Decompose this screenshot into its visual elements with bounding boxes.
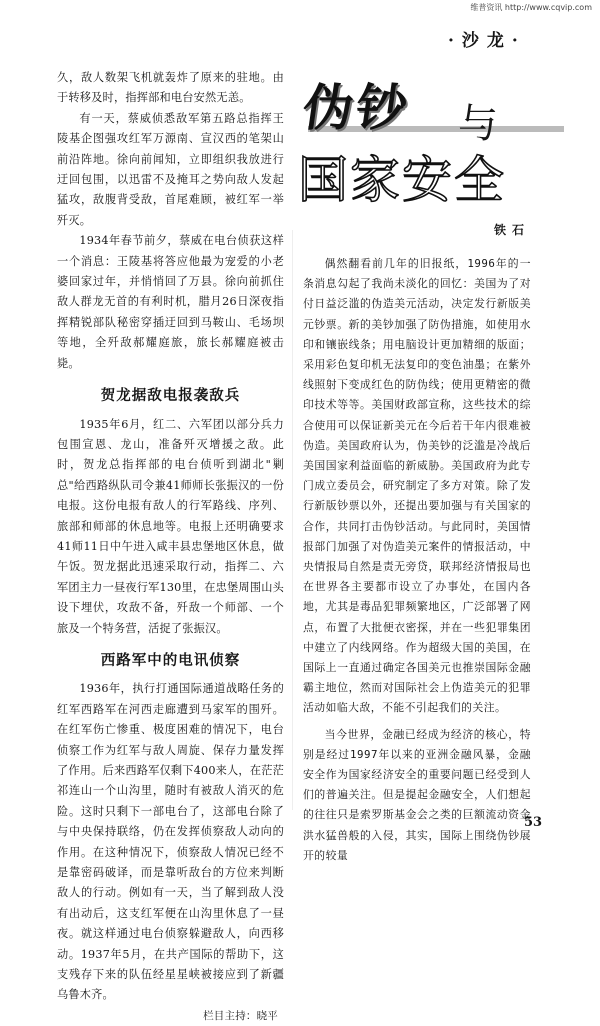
article-title bbox=[298, 68, 598, 208]
paragraph: 偶然翻看前几年的旧报纸，1996年的一条消息勾起了我尚未淡化的回忆：美国为了对付日益泛滥的伪造美元活动，决定发行新版美元钞票。新的美钞加强了防伪措施，如使用水印和镶嵌线条；用电脑设计更加精细的版面；采用彩色复印机无法复印的变色油墨；在紫外线照射下变成红色的防伪线；使用更精密的微印技术等等。美国财政部宣称，这些技术的综合使用可以保证新美元在今后若干年内很难被伪造。美国政府认为，伪美钞的泛滥是冷战后美国国家利益面临的新威胁。美国政府为此专门成立委员会，研究制定了多方对策。除了发行新版钞票以外，还提出要加强与有关国家的合作，共同打击伪钞活动。与此同时，美国情报部门加强了对伪造美元案件的情报活动，中央情报局自然是责无旁贷，联邦经济情报局也在世界各主要都市设立了办事处，在国内各地，尤其是毒品犯罪频繁地区，广泛部署了网点，布置了大批便衣密探，并在一些犯罪集团中建立了内线网络。作为超级大国的美国，在国际上一直通过确定各国美元也推崇国际金融霸主地位，然而对国际社会上伪造美元的犯罪活动如临大敌，不能不引起我们的关注。 bbox=[303, 257, 531, 715]
column-editor: 栏目主持：晓平 bbox=[203, 1009, 278, 1022]
section-heading: 西路军中的电讯侦察 bbox=[100, 652, 241, 669]
article-body bbox=[303, 254, 531, 862]
title-connector: 与 bbox=[458, 101, 498, 147]
section-heading: 贺龙据敌电报袭敌兵 bbox=[100, 388, 241, 405]
column-divider bbox=[292, 230, 293, 810]
paragraph: 1935年6月，红二、六军团以部分兵力包围宣恩、龙山，准备歼灭增援之敌。此时，贺龙总指挥部的电台侦听到湖北"剿总"给西路纵队司令兼41师师长张振汉的一份电报。这份电报有敌人的行军路线、序列、旅部和师部的休息地等。电报上还明确要求41师11日中午进入咸丰县忠堡地区休息，做午饭。贺龙据此迅速采取行动，指挥二、六军团主力一昼夜行军130里，在忠堡周围山头设下埋伏，攻敌不备，歼敌一个师部、一个旅及一个特务营，活捉了张振汉。 bbox=[57, 417, 284, 635]
left-column bbox=[57, 68, 284, 1022]
watermark: 维普资讯 http://www.cqvip.com bbox=[470, 3, 592, 12]
author: 铁石 bbox=[494, 223, 531, 237]
paragraph: 久，敌人数架飞机就轰炸了原来的驻地。由于转移及时，指挥部和电台安然无恙。 bbox=[57, 71, 284, 105]
paragraph: 1936年，执行打通国际通道战略任务的红军西路军在河西走廊遭到马家军的围歼。在红军伤亡惨重、极度困难的情况下，电台侦察工作为红军与敌人周旋、保存力量发挥了作用。后来西路军仅剩下400来人，在茫茫祁连山一个山沟里，随时有被敌人消灭的危险。这时只剩下一部电台了，这部电台除了与中央保持联络，仍在发挥侦察敌人动向的作用。在这种情况下，侦察敌人情况已经不是靠密码破译，而是靠听敌台的方位来判断敌人的行动。例如有一天，当了解到敌人没有出动后，这支红军便在山沟里休息了一昼夜。就这样通过电台侦察躲避敌人，向西移动。1937年5月，在共产国际的帮助下，这支残存下来的队伍经星星峡被接应到了新疆乌鲁木齐。 bbox=[57, 682, 284, 1002]
paragraph: 有一天，蔡威侦悉敌军第五路总指挥王陵基企图强攻红军万源南、宣汉西的笔架山前沿阵地。徐向前闻知，立即组织我放进行迂回包围，以迅雷不及掩耳之势向敌人发起猛攻，敌腹背受敌，首尾难顾，被红军一举歼灭。 bbox=[57, 111, 284, 227]
paragraph: 1934年春节前夕，蔡威在电台侦获这样一个消息：王陵基将答应他最为宠爱的小老婆回家过年，并悄悄回了万县。徐向前抓住敌人群龙无首的有利时机，腊月26日深夜指挥精锐部队秘密穿插迂回到马鞍山、毛场坝等地，全歼敌郝耀庭旅，旅长郝耀庭被击毙。 bbox=[57, 234, 284, 370]
title-sub: 国家安全 bbox=[298, 151, 506, 209]
column-tag: · 沙龙 · bbox=[448, 26, 526, 51]
title-main: 伪钞 bbox=[299, 79, 414, 137]
page-number: 53 bbox=[524, 815, 543, 830]
paragraph: 当今世界，金融已经成为经济的核心，特别是经过1997年以来的亚洲金融风暴，金融安全作为国家经济安全的重要问题已经受到人们的普遍关注。但是提起金融安全，人们想起的往往只是索罗斯基金会之类的巨额流动资金洪水猛兽般的入侵，其实，国际上围绕伪钞展开的较量 bbox=[303, 727, 531, 862]
